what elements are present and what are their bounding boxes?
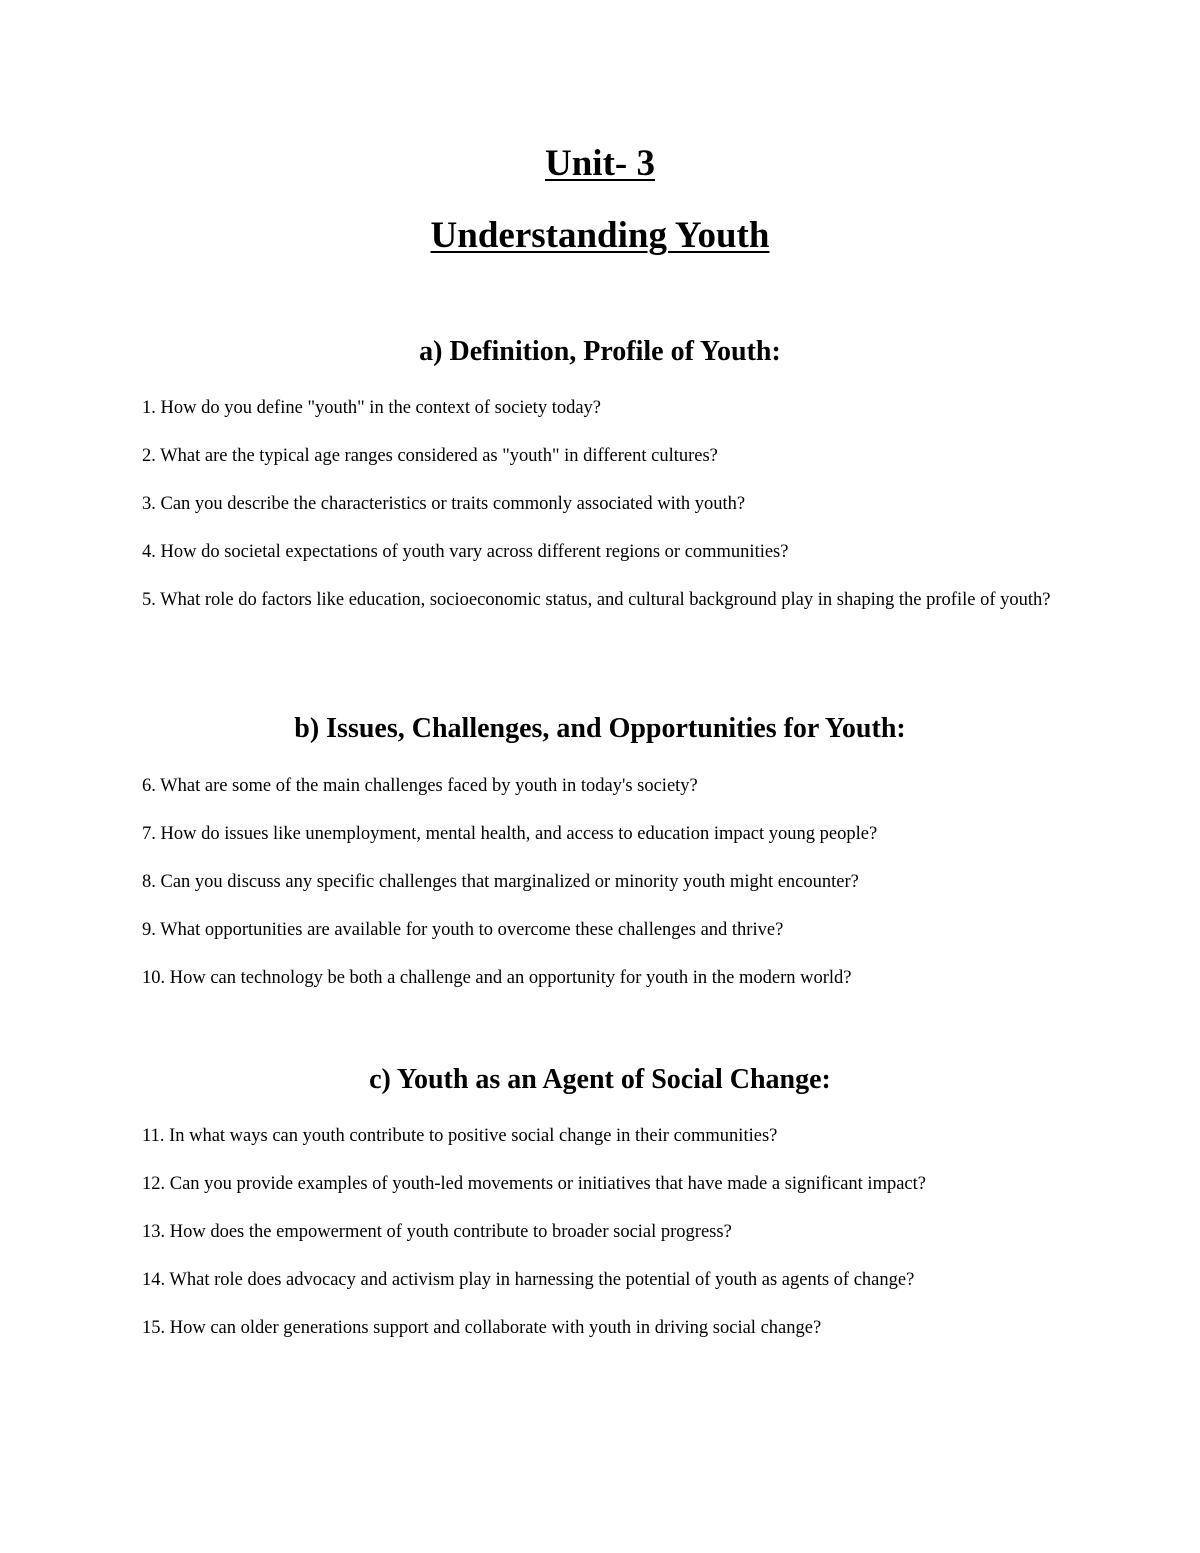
section-heading-c: c) Youth as an Agent of Social Change: [369,1064,831,1095]
question-item: 7. How do issues like unemployment, mental health, and access to education impact young people? [142,824,878,844]
question-item: 14. What role does advocacy and activism play in harnessing the potential of youth as agents of change? [142,1270,915,1290]
unit-title: Unit- 3 [545,143,655,184]
question-item: 11. In what ways can youth contribute to positive social change in their communities? [142,1126,778,1146]
section-heading-a: a) Definition, Profile of Youth: [419,336,781,367]
question-item: 6. What are some of the main challenges faced by youth in today's society? [142,776,698,796]
question-item: 4. How do societal expectations of youth vary across different regions or communities? [142,542,789,562]
section-heading-b: b) Issues, Challenges, and Opportunities for Youth: [294,713,906,744]
question-item: 12. Can you provide examples of youth-led movements or initiatives that have made a significant impact? [142,1174,926,1194]
question-item: 3. Can you describe the characteristics or traits commonly associated with youth? [142,494,746,514]
question-item: 1. How do you define "youth" in the context of society today? [142,398,602,418]
question-item: 13. How does the empowerment of youth contribute to broader social progress? [142,1222,732,1242]
question-item: 10. How can technology be both a challenge and an opportunity for youth in the modern world? [142,968,852,988]
question-item: 5. What role do factors like education, socioeconomic status, and cultural background play in shaping the profile of youth? [142,590,1051,610]
question-item: 8. Can you discuss any specific challenges that marginalized or minority youth might encounter? [142,872,859,892]
question-item: 15. How can older generations support and collaborate with youth in driving social change? [142,1318,822,1338]
question-item: 9. What opportunities are available for youth to overcome these challenges and thrive? [142,920,784,940]
question-item: 2. What are the typical age ranges considered as "youth" in different cultures? [142,446,718,466]
document-title: Understanding Youth [430,215,770,256]
